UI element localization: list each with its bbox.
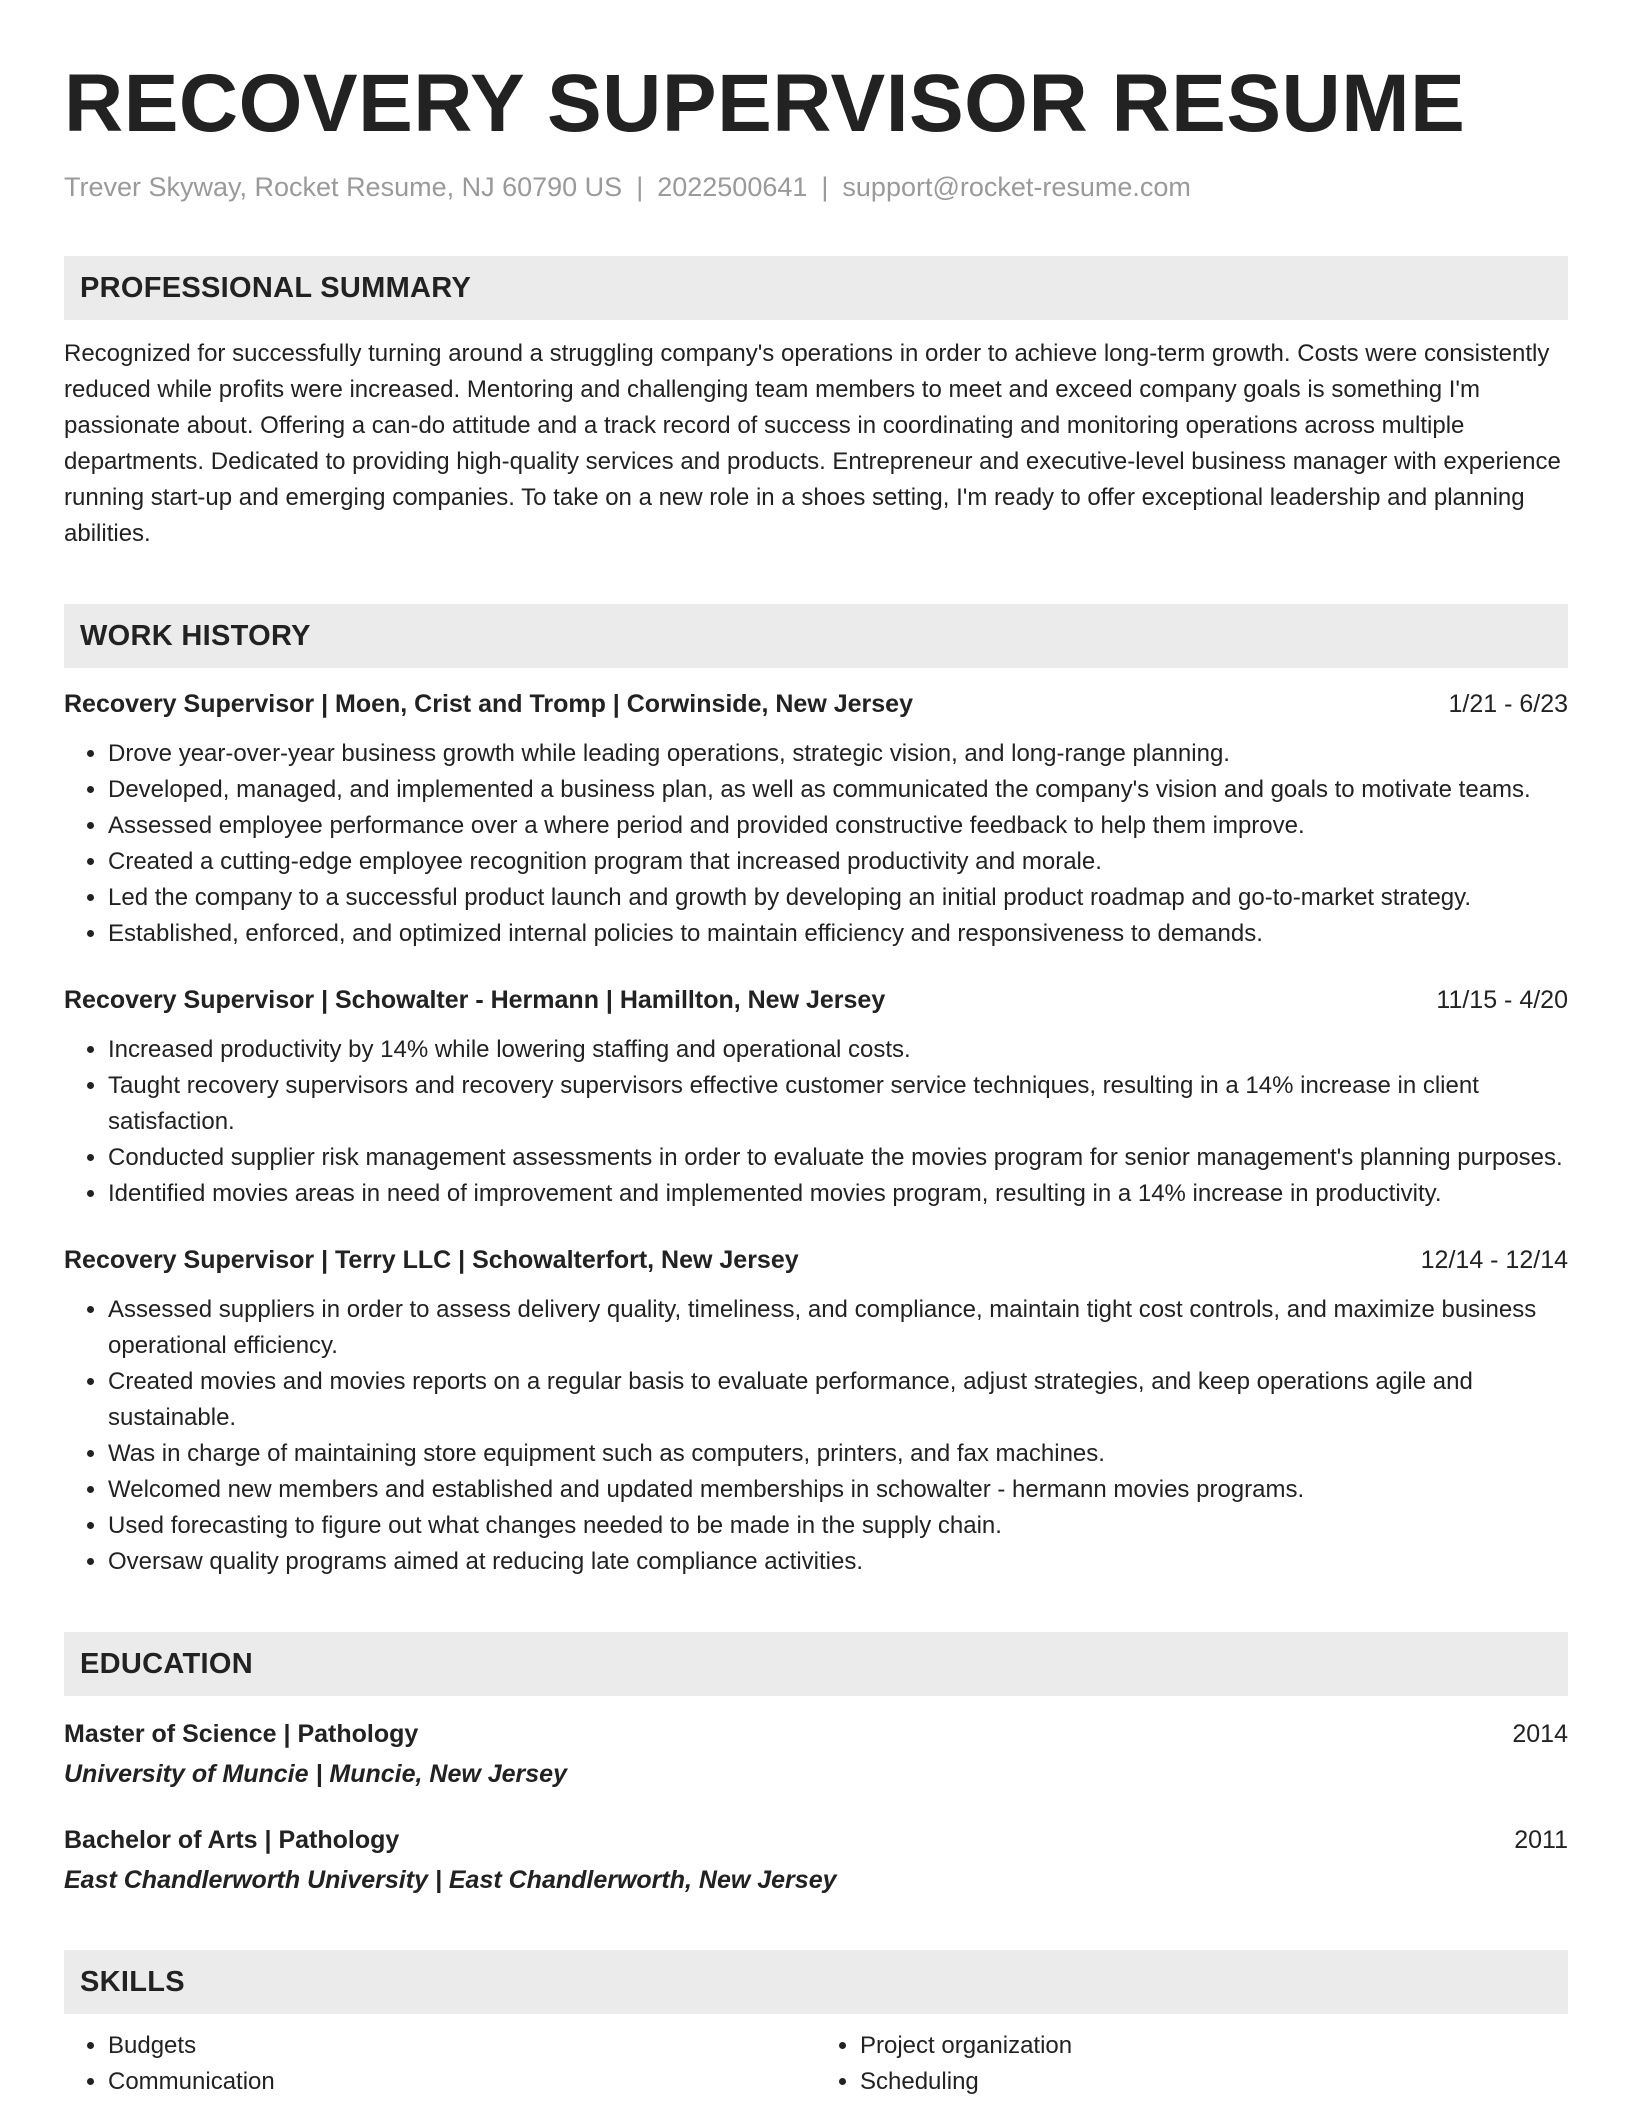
job-header <box>64 686 1568 722</box>
job-bullet: • Developed, managed, and implemented a business plan, as well as communicated the company's vision and goals to motivate teams. <box>108 772 1568 808</box>
section-heading-summary: PROFESSIONAL SUMMARY <box>64 256 1568 320</box>
job-bullet: • Increased productivity by 14% while lowering staffing and operational costs. <box>108 1032 1568 1068</box>
skill-item: • Communication <box>108 2064 816 2100</box>
job-entry <box>64 982 1568 1212</box>
resume-title: RECOVERY SUPERVISOR RESUME <box>64 58 1466 149</box>
job-title: Recovery Supervisor | Terry LLC | Schowalterfort, New Jersey <box>64 1246 799 1274</box>
job-dates: 1/21 - 6/23 <box>1448 690 1568 718</box>
education-header <box>64 1716 1568 1752</box>
job-entry <box>64 686 1568 952</box>
section-heading-education: EDUCATION <box>64 1632 1568 1696</box>
job-title: Recovery Supervisor | Moen, Crist and Tromp | Corwinside, New Jersey <box>64 690 913 718</box>
job-bullet: • Was in charge of maintaining store equipment such as computers, printers, and fax machines. <box>108 1436 1568 1472</box>
skills-column-right <box>816 2028 1568 2100</box>
education-entry <box>64 1822 1568 1898</box>
job-bullet: • Created a cutting-edge employee recognition program that increased productivity and morale. <box>108 844 1568 880</box>
job-bullets <box>64 1292 1568 1580</box>
skill-item: • Project organization <box>860 2028 1568 2064</box>
job-dates: 11/15 - 4/20 <box>1436 986 1568 1014</box>
contact-separator: | <box>821 172 829 202</box>
contact-phone: 2022500641 <box>657 172 808 202</box>
contact-line <box>64 170 1568 204</box>
contact-email: support@rocket-resume.com <box>842 172 1191 202</box>
job-bullet: • Drove year-over-year business growth while leading operations, strategic vision, and long-range planning. <box>108 736 1568 772</box>
education-school: University of Muncie | Muncie, New Jersey <box>64 1760 567 1788</box>
job-bullets <box>64 736 1568 952</box>
section-heading-skills: SKILLS <box>64 1950 1568 2014</box>
contact-separator: | <box>636 172 644 202</box>
skill-item: • Scheduling <box>860 2064 1568 2100</box>
education-degree: Master of Science | Pathology <box>64 1720 419 1748</box>
job-bullet: • Assessed suppliers in order to assess delivery quality, timeliness, and compliance, maintain tight cost controls, and maximize business operational efficiency. <box>108 1292 1568 1364</box>
job-bullet: • Conducted supplier risk management assessments in order to evaluate the movies program for senior management's planning purposes. <box>108 1140 1568 1176</box>
section-heading-work: WORK HISTORY <box>64 604 1568 668</box>
education-year: 2011 <box>1514 1826 1568 1854</box>
job-title: Recovery Supervisor | Schowalter - Hermann | Hamillton, New Jersey <box>64 986 886 1014</box>
job-bullet: • Led the company to a successful product launch and growth by developing an initial product roadmap and go-to-market strategy. <box>108 880 1568 916</box>
job-header <box>64 1242 1568 1278</box>
education-school: East Chandlerworth University | East Chandlerworth, New Jersey <box>64 1866 837 1894</box>
job-header <box>64 982 1568 1018</box>
job-bullet: • Identified movies areas in need of improvement and implemented movies program, resulting in a 14% increase in productivity. <box>108 1176 1568 1212</box>
job-bullet: • Assessed employee performance over a where period and provided constructive feedback to help them improve. <box>108 808 1568 844</box>
job-bullet: • Welcomed new members and established and updated memberships in schowalter - hermann movies programs. <box>108 1472 1568 1508</box>
skills-list <box>64 2028 1568 2100</box>
education-header <box>64 1822 1568 1858</box>
job-bullet: • Established, enforced, and optimized internal policies to maintain efficiency and responsiveness to demands. <box>108 916 1568 952</box>
job-bullet: • Taught recovery supervisors and recovery supervisors effective customer service techniques, resulting in a 14% increase in client satisfaction. <box>108 1068 1568 1140</box>
education-degree: Bachelor of Arts | Pathology <box>64 1826 400 1854</box>
job-bullet: • Used forecasting to figure out what changes needed to be made in the supply chain. <box>108 1508 1568 1544</box>
contact-address: Trever Skyway, Rocket Resume, NJ 60790 US <box>64 172 623 202</box>
education-year: 2014 <box>1512 1720 1568 1748</box>
skill-item: • Budgets <box>108 2028 816 2064</box>
skills-column-left <box>64 2028 816 2100</box>
job-bullet: • Created movies and movies reports on a regular basis to evaluate performance, adjust strategies, and keep operations agile and sustainable. <box>108 1364 1568 1436</box>
summary-text: Recognized for successfully turning around a struggling company's operations in order to achieve long-term growth. Costs were consistently reduced while profits were increased. Mentoring and challenging team members to meet and exceed company goals is something I'm passionate about. Offering a can-do attitude and a track record of success in coordinating and monitoring operations across multiple departments. Dedicated to providing high-quality services and products. Entrepreneur and executive-level business manager with experience running start-up and emerging companies. To take on a new role in a shoes setting, I'm ready to offer exceptional leadership and planning abilities. <box>64 340 1561 547</box>
education-entry <box>64 1716 1568 1792</box>
job-entry <box>64 1242 1568 1580</box>
job-dates: 12/14 - 12/14 <box>1420 1246 1568 1274</box>
job-bullets <box>64 1032 1568 1212</box>
job-bullet: • Oversaw quality programs aimed at reducing late compliance activities. <box>108 1544 1568 1580</box>
